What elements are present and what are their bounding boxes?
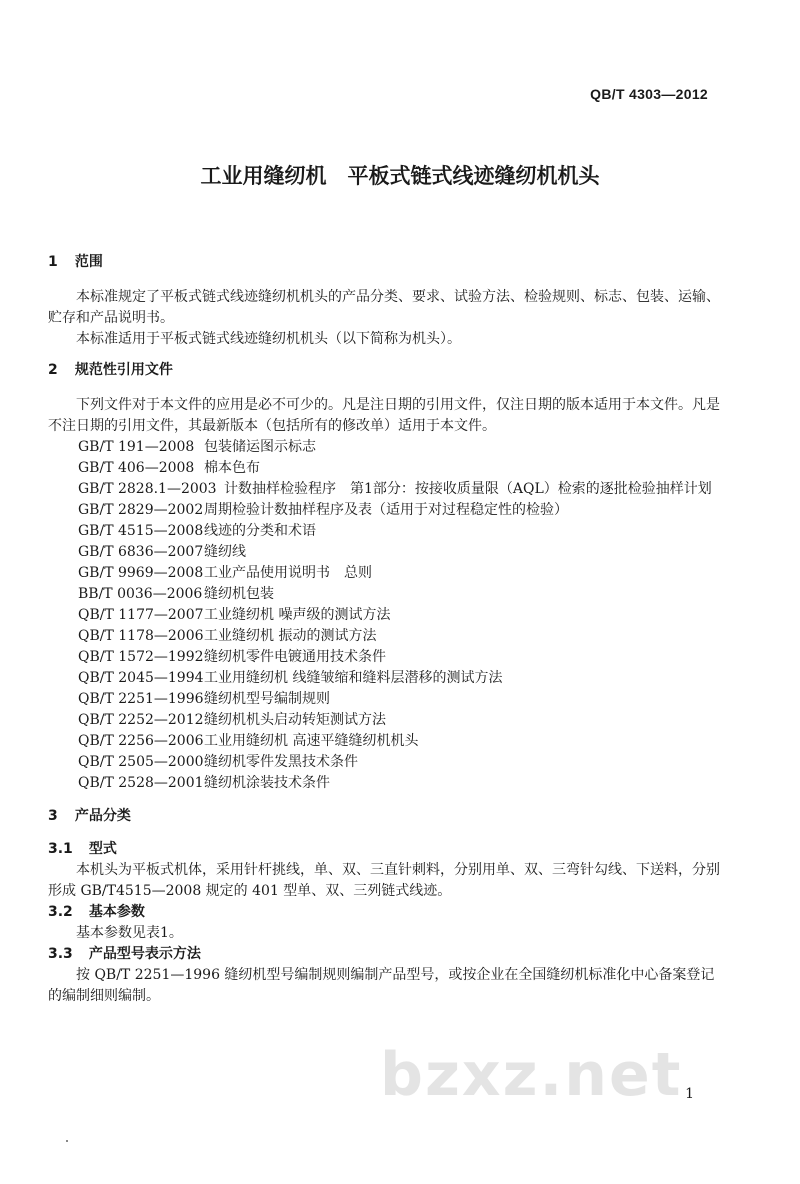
reference-code: QB/T 2528—2001 — [78, 775, 204, 791]
reference-item — [48, 437, 728, 458]
reference-code: QB/T 1572—1992 — [78, 649, 204, 665]
watermark: bzxz.net — [380, 1040, 683, 1110]
reference-item — [48, 710, 728, 731]
reference-code: BB/T 0036—2006 — [78, 586, 203, 602]
reference-code: QB/T 1178—2006 — [78, 628, 204, 644]
reference-code: GB/T 9969—2008 — [78, 565, 204, 581]
reference-title: 线迹的分类和术语 — [204, 523, 316, 539]
reference-item — [48, 479, 728, 500]
subsection-3-1-paragraph: 本机头为平板式机体，采用针杆挑线，单、双、三直针刺料，分别用单、双、三弯针勾线、下送料，分别形成 GB/T4515—2008 规定的 401 型单、双、三列链式线迹。 — [48, 862, 720, 899]
document-body — [48, 252, 728, 1007]
section-3-heading — [48, 806, 728, 827]
reference-code: QB/T 1177—2007 — [78, 607, 204, 623]
reference-item — [48, 584, 728, 605]
page-number: 1 — [685, 1086, 694, 1102]
reference-code: GB/T 191—2008 — [78, 439, 195, 455]
reference-title: 缝纫机零件电镀通用技术条件 — [204, 649, 386, 665]
reference-title: 工业用缝纫机 线缝皱缩和缝料层潜移的测试方法 — [204, 670, 503, 686]
subsection-title: 产品型号表示方法 — [88, 946, 201, 962]
section-1-paragraph-1: 本标准规定了平板式链式线迹缝纫机机头的产品分类、要求、试验方法、检验规则、标志、包装、运输、贮存和产品说明书。 — [48, 289, 720, 326]
reference-title: 计数抽样检验程序 第1部分：按接收质量限（AQL）检索的逐批检验抽样计划 — [224, 481, 712, 497]
reference-title: 工业产品使用说明书 总则 — [204, 565, 372, 581]
subsection-3-2-heading — [48, 902, 728, 923]
reference-code: GB/T 2828.1—2003 — [78, 481, 217, 497]
reference-title: 包装储运图示标志 — [204, 439, 316, 455]
reference-title: 棉本色布 — [204, 460, 260, 476]
reference-code: GB/T 2829—2002 — [78, 502, 204, 518]
section-1-paragraph-2: 本标准适用于平板式链式线迹缝纫机机头（以下简称为机头）。 — [76, 331, 461, 347]
subsection-title: 基本参数 — [88, 904, 145, 920]
subsection-number: 3.2 — [48, 904, 73, 920]
section-title: 产品分类 — [74, 808, 131, 824]
section-number: 1 — [48, 254, 58, 270]
section-number: 3 — [48, 808, 58, 824]
reference-item — [48, 605, 728, 626]
section-2-intro: 下列文件对于本文件的应用是必不可少的。凡是注日期的引用文件，仅注日期的版本适用于本文件。凡是不注日期的引用文件，其最新版本（包括所有的修改单）适用于本文件。 — [48, 397, 720, 434]
reference-title: 周期检验计数抽样程序及表（适用于对过程稳定性的检验） — [204, 502, 568, 518]
standard-code: QB/T 4303—2012 — [590, 86, 708, 102]
reference-item — [48, 500, 728, 521]
subsection-title: 型式 — [88, 841, 117, 857]
subsection-3-3-paragraph: 按 QB/T 2251—1996 缝纫机型号编制规则编制产品型号，或按企业在全国缝纫机标准化中心备案登记的编制细则编制。 — [48, 967, 715, 1004]
subsection-number: 3.1 — [48, 841, 73, 857]
reference-item — [48, 689, 728, 710]
reference-code: QB/T 2251—1996 — [78, 691, 204, 707]
section-2-heading — [48, 360, 728, 381]
scan-speck — [66, 1140, 68, 1142]
reference-title: 工业缝纫机 噪声级的测试方法 — [204, 607, 391, 623]
subsection-3-2-paragraph: 基本参数见表1。 — [76, 925, 183, 941]
reference-item — [48, 521, 728, 542]
reference-item — [48, 458, 728, 479]
reference-item — [48, 773, 728, 794]
reference-item — [48, 668, 728, 689]
normative-references-list — [48, 437, 728, 794]
reference-title: 工业缝纫机 振动的测试方法 — [204, 628, 377, 644]
reference-title: 缝纫机零件发黑技术条件 — [204, 754, 358, 770]
reference-item — [48, 647, 728, 668]
section-1-heading — [48, 252, 728, 273]
document-title: 工业用缝纫机 平板式链式线迹缝纫机机头 — [200, 164, 600, 188]
reference-title: 缝纫线 — [204, 544, 246, 560]
section-title: 范围 — [74, 254, 103, 270]
subsection-3-3-heading — [48, 944, 728, 965]
reference-item — [48, 752, 728, 773]
reference-code: GB/T 406—2008 — [78, 460, 195, 476]
subsection-3-1-heading — [48, 839, 728, 860]
reference-title: 缝纫机机头启动转矩测试方法 — [204, 712, 386, 728]
reference-code: GB/T 6836—2007 — [78, 544, 204, 560]
reference-title: 缝纫机涂装技术条件 — [204, 775, 330, 791]
reference-title: 缝纫机包装 — [204, 586, 274, 602]
reference-code: QB/T 2505—2000 — [78, 754, 204, 770]
reference-item — [48, 542, 728, 563]
reference-item — [48, 731, 728, 752]
subsection-number: 3.3 — [48, 946, 73, 962]
reference-code: QB/T 2045—1994 — [78, 670, 204, 686]
reference-title: 工业用缝纫机 高速平缝缝纫机机头 — [204, 733, 419, 749]
reference-title: 缝纫机型号编制规则 — [204, 691, 330, 707]
section-number: 2 — [48, 362, 58, 378]
reference-item — [48, 563, 728, 584]
section-title: 规范性引用文件 — [74, 362, 173, 378]
reference-code: GB/T 4515—2008 — [78, 523, 204, 539]
reference-item — [48, 626, 728, 647]
reference-code: QB/T 2256—2006 — [78, 733, 204, 749]
reference-code: QB/T 2252—2012 — [78, 712, 204, 728]
